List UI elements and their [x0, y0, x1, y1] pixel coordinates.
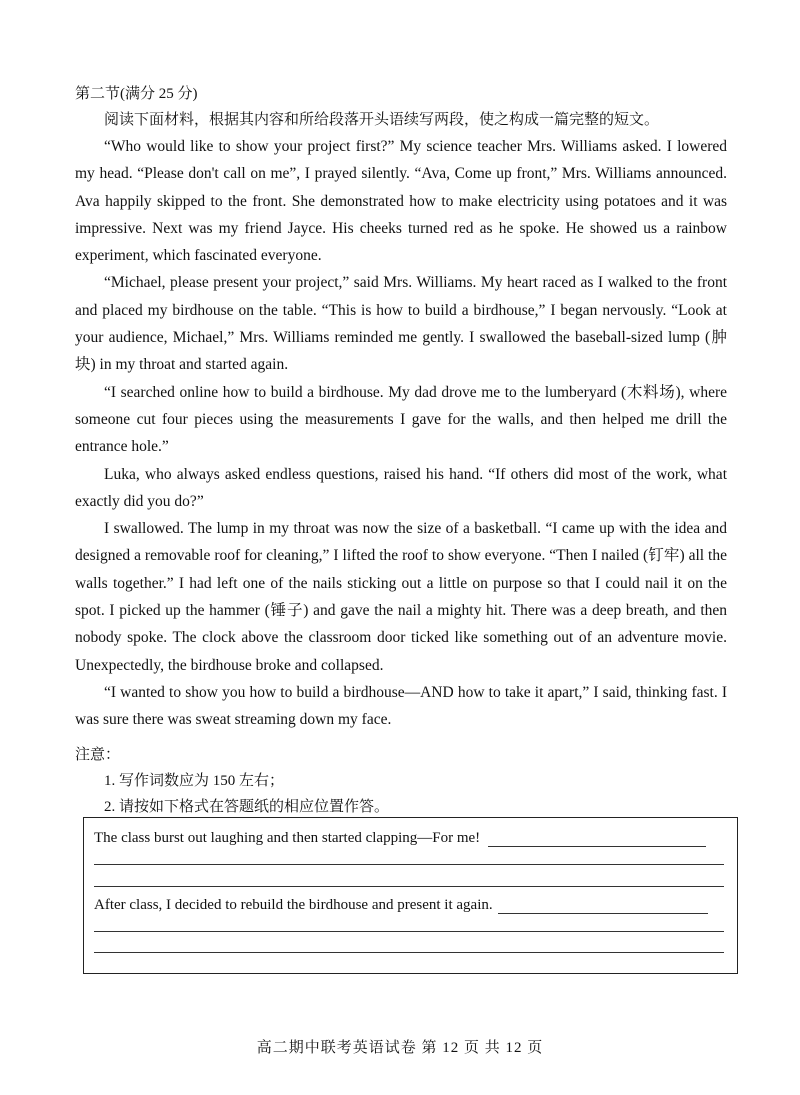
writing-blank[interactable] — [498, 899, 708, 914]
section-title: 第二节(满分 25 分) — [75, 86, 198, 102]
instructions: 阅读下面材料，根据其内容和所给段落开头语续写两段，使之构成一篇完整的短文。 — [104, 112, 660, 128]
passage-paragraph: “I searched online how to build a birdhouse. My dad drove me to the lumberyard (木料场), where someone cut four pieces using the measurements I gave for the walls, and then helped me drill the entrance hole.” — [75, 383, 727, 456]
passage-paragraph: “I wanted to show you how to build a birdhouse—AND how to take it apart,” I said, thinking fast. I was sure there was sweat streaming down my face. — [75, 683, 727, 729]
writing-line[interactable] — [94, 886, 724, 887]
passage-paragraph: “Who would like to show your project first?” My science teacher Mrs. Williams asked. I lowered my head. “Please don't call on me”, I prayed silently. “Ava, Come up front,” Mrs. Williams announced. Ava happily skipped to the front. She demonstrated how to make electricity using potatoes and it was impressive. Next was my friend Jayce. His cheeks turned red as he spoke. He showed us a rainbow experiment, which fascinated everyone. — [75, 138, 727, 265]
answer-opening-line-2 — [94, 896, 708, 914]
answer-box — [83, 817, 738, 974]
passage-paragraph: “Michael, please present your project,” said Mrs. Williams. My heart raced as I walked to the front and placed my birdhouse on the table. “This is how to build a birdhouse,” I began nervously. “Look at your audience, Michael,” Mrs. Williams reminded me gently. I swallowed the baseball-sized lump (肿块) in my throat and started again. — [75, 274, 727, 374]
paragraph-opening-2: After class, I decided to rebuild the birdhouse and present it again. — [94, 897, 493, 913]
note-item: 1. 写作词数应为 150 左右； — [104, 773, 285, 789]
notes-title: 注意： — [75, 747, 121, 763]
notes-section — [75, 742, 389, 820]
writing-blank[interactable] — [488, 832, 706, 847]
passage-paragraph: Luka, who always asked endless questions, raised his hand. “If others did most of the work, what exactly did you do?” — [75, 465, 727, 510]
passage-paragraph: I swallowed. The lump in my throat was now the size of a basketball. “I came up with the idea and designed a removable roof for cleaning,” I lifted the roof to show everyone. “Then I nailed (钉牢) all the walls together.” I had left one of the nails sticking out a little on purpose so that I could nail it on the spot. I picked up the hammer (锤子) and gave the nail a mighty hit. There was a deep breath, and then nobody spoke. The clock above the classroom door ticked like something out of an adventure movie. Unexpectedly, the birdhouse broke and collapsed. — [75, 520, 727, 674]
writing-line[interactable] — [94, 952, 724, 953]
paragraph-opening-1: The class burst out laughing and then started clapping—For me! — [94, 830, 481, 846]
answer-opening-line-1 — [94, 829, 706, 847]
writing-line[interactable] — [94, 931, 724, 932]
reading-passage — [75, 133, 727, 734]
page-footer: 高二期中联考英语试卷 第 12 页 共 12 页 — [256, 1040, 544, 1056]
note-item: 2. 请按如下格式在答题纸的相应位置作答。 — [104, 799, 390, 815]
writing-line[interactable] — [94, 864, 724, 865]
